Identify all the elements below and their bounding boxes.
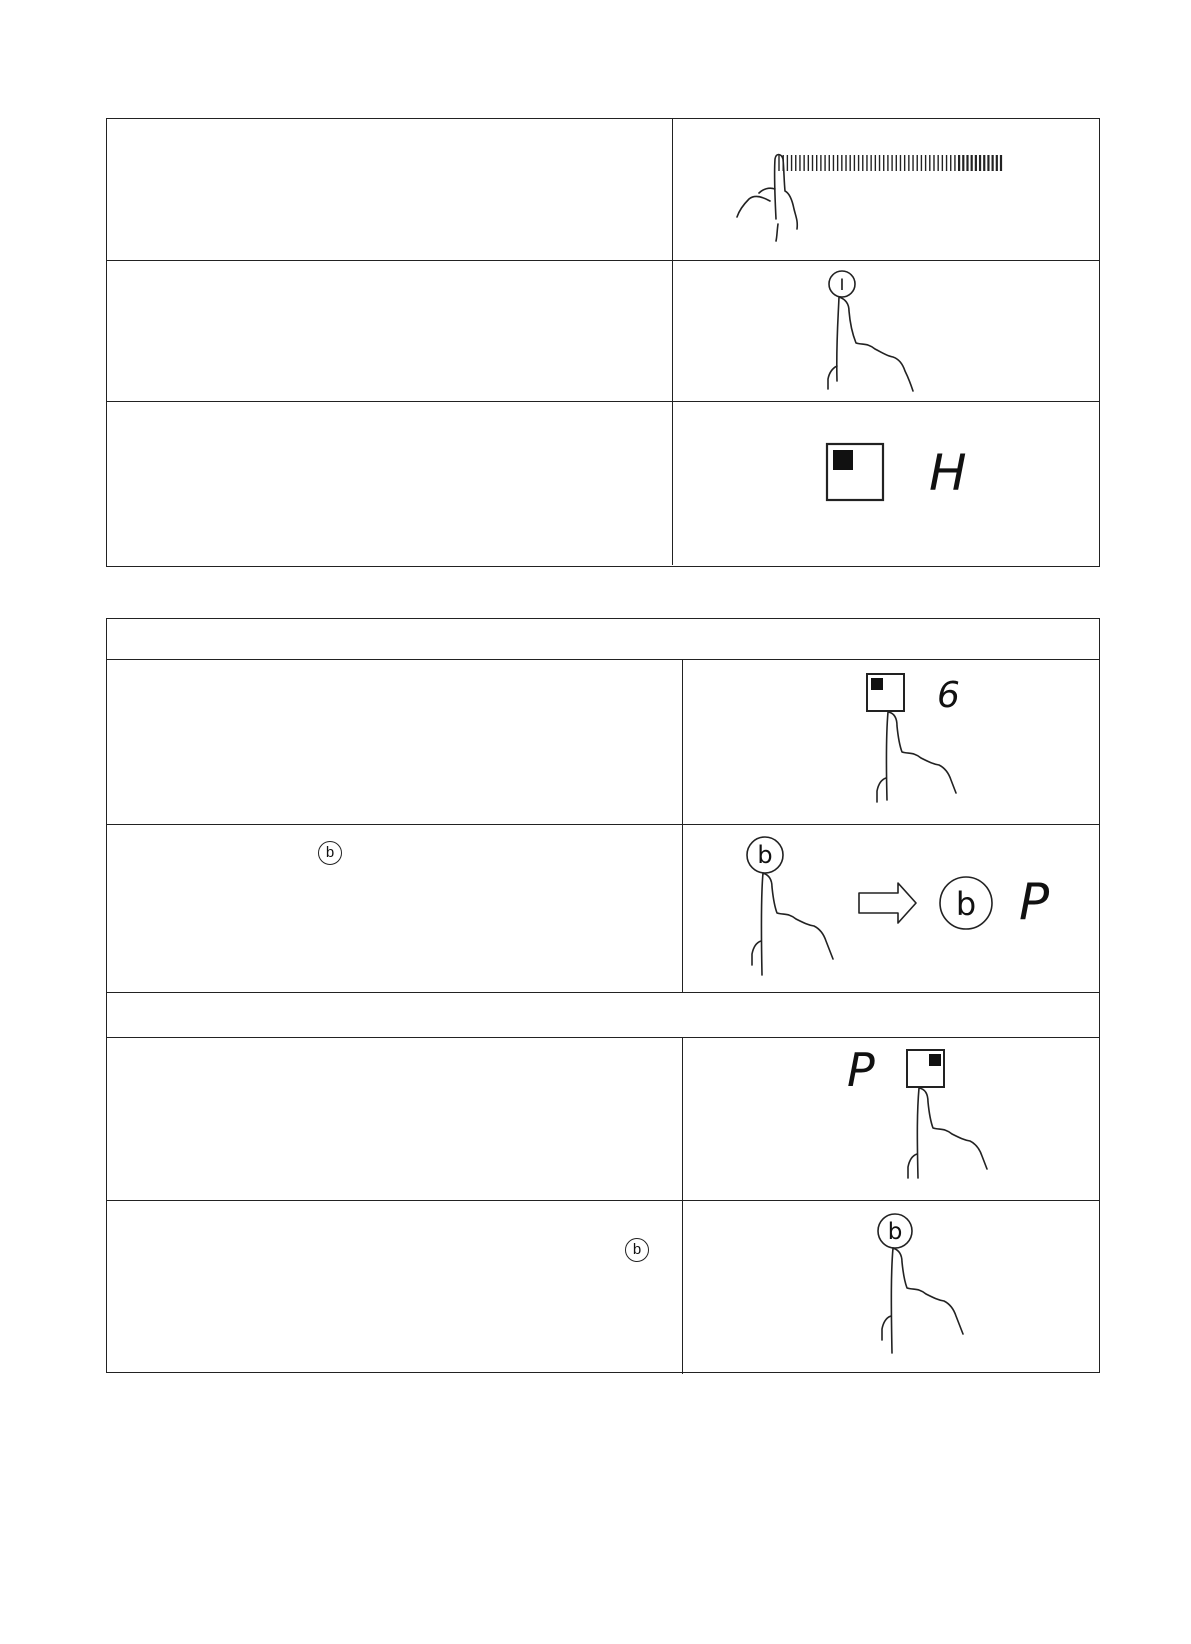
heat-indicator-display: H (929, 444, 967, 502)
instruction-text-cell (107, 825, 683, 992)
instruction-text-cell (107, 119, 673, 260)
figure-cell (683, 825, 1099, 992)
hand-pointer-icon (828, 297, 913, 391)
booster-deactivate-illustration (683, 1201, 1099, 1375)
table-row (107, 401, 1099, 565)
table-row (107, 1200, 1099, 1374)
booster-b-icon: b (625, 1238, 649, 1262)
section-header-row (107, 992, 1099, 1037)
power-touch-illustration (673, 261, 1099, 402)
section-header-row (107, 619, 1099, 659)
hand-pointer-icon (882, 1248, 963, 1353)
booster-b-icon[interactable]: b (887, 1219, 903, 1245)
zone-position-marker (871, 678, 883, 690)
booster-b-icon[interactable]: b (757, 841, 773, 869)
figure-cell (673, 402, 1099, 565)
power-level-display: 6 (937, 675, 960, 716)
figure-cell (673, 119, 1099, 260)
boost-display: P (1019, 873, 1050, 931)
hand-pointer-icon (877, 712, 956, 802)
figure-cell (673, 261, 1099, 401)
zone-position-marker (929, 1054, 941, 1066)
hand-pointer-icon (752, 873, 833, 975)
figure-cell (683, 1201, 1099, 1374)
boost-display: P (847, 1043, 875, 1097)
hand-pointer-icon (908, 1088, 987, 1178)
slider-touch-illustration (673, 119, 1099, 260)
table-row (107, 260, 1099, 401)
power-icon[interactable]: I (839, 275, 845, 294)
booster-activate-illustration (683, 825, 1099, 993)
figure-cell (683, 1038, 1099, 1200)
table-row (107, 659, 1099, 824)
instruction-table-top (106, 118, 1100, 567)
arrow-right-icon (859, 883, 916, 923)
table-row (107, 1037, 1099, 1200)
zone-select-illustration (683, 1038, 1099, 1201)
zone-select-illustration (683, 660, 1099, 825)
instruction-text-cell (107, 1038, 683, 1200)
booster-b-icon: b (318, 841, 342, 865)
heat-indicator-illustration (673, 402, 1099, 566)
instruction-text-cell (107, 1201, 683, 1374)
instruction-text-cell (107, 402, 673, 565)
instruction-text-cell (107, 261, 673, 401)
table-row (107, 824, 1099, 992)
table-row (107, 119, 1099, 260)
booster-b-icon: b (955, 885, 977, 923)
slider-bar (779, 155, 1001, 171)
figure-cell (683, 660, 1099, 824)
instruction-text-cell (107, 660, 683, 824)
hand-pointer-icon (737, 155, 797, 242)
zone-position-marker (833, 450, 853, 470)
instruction-table-bottom (106, 618, 1100, 1373)
